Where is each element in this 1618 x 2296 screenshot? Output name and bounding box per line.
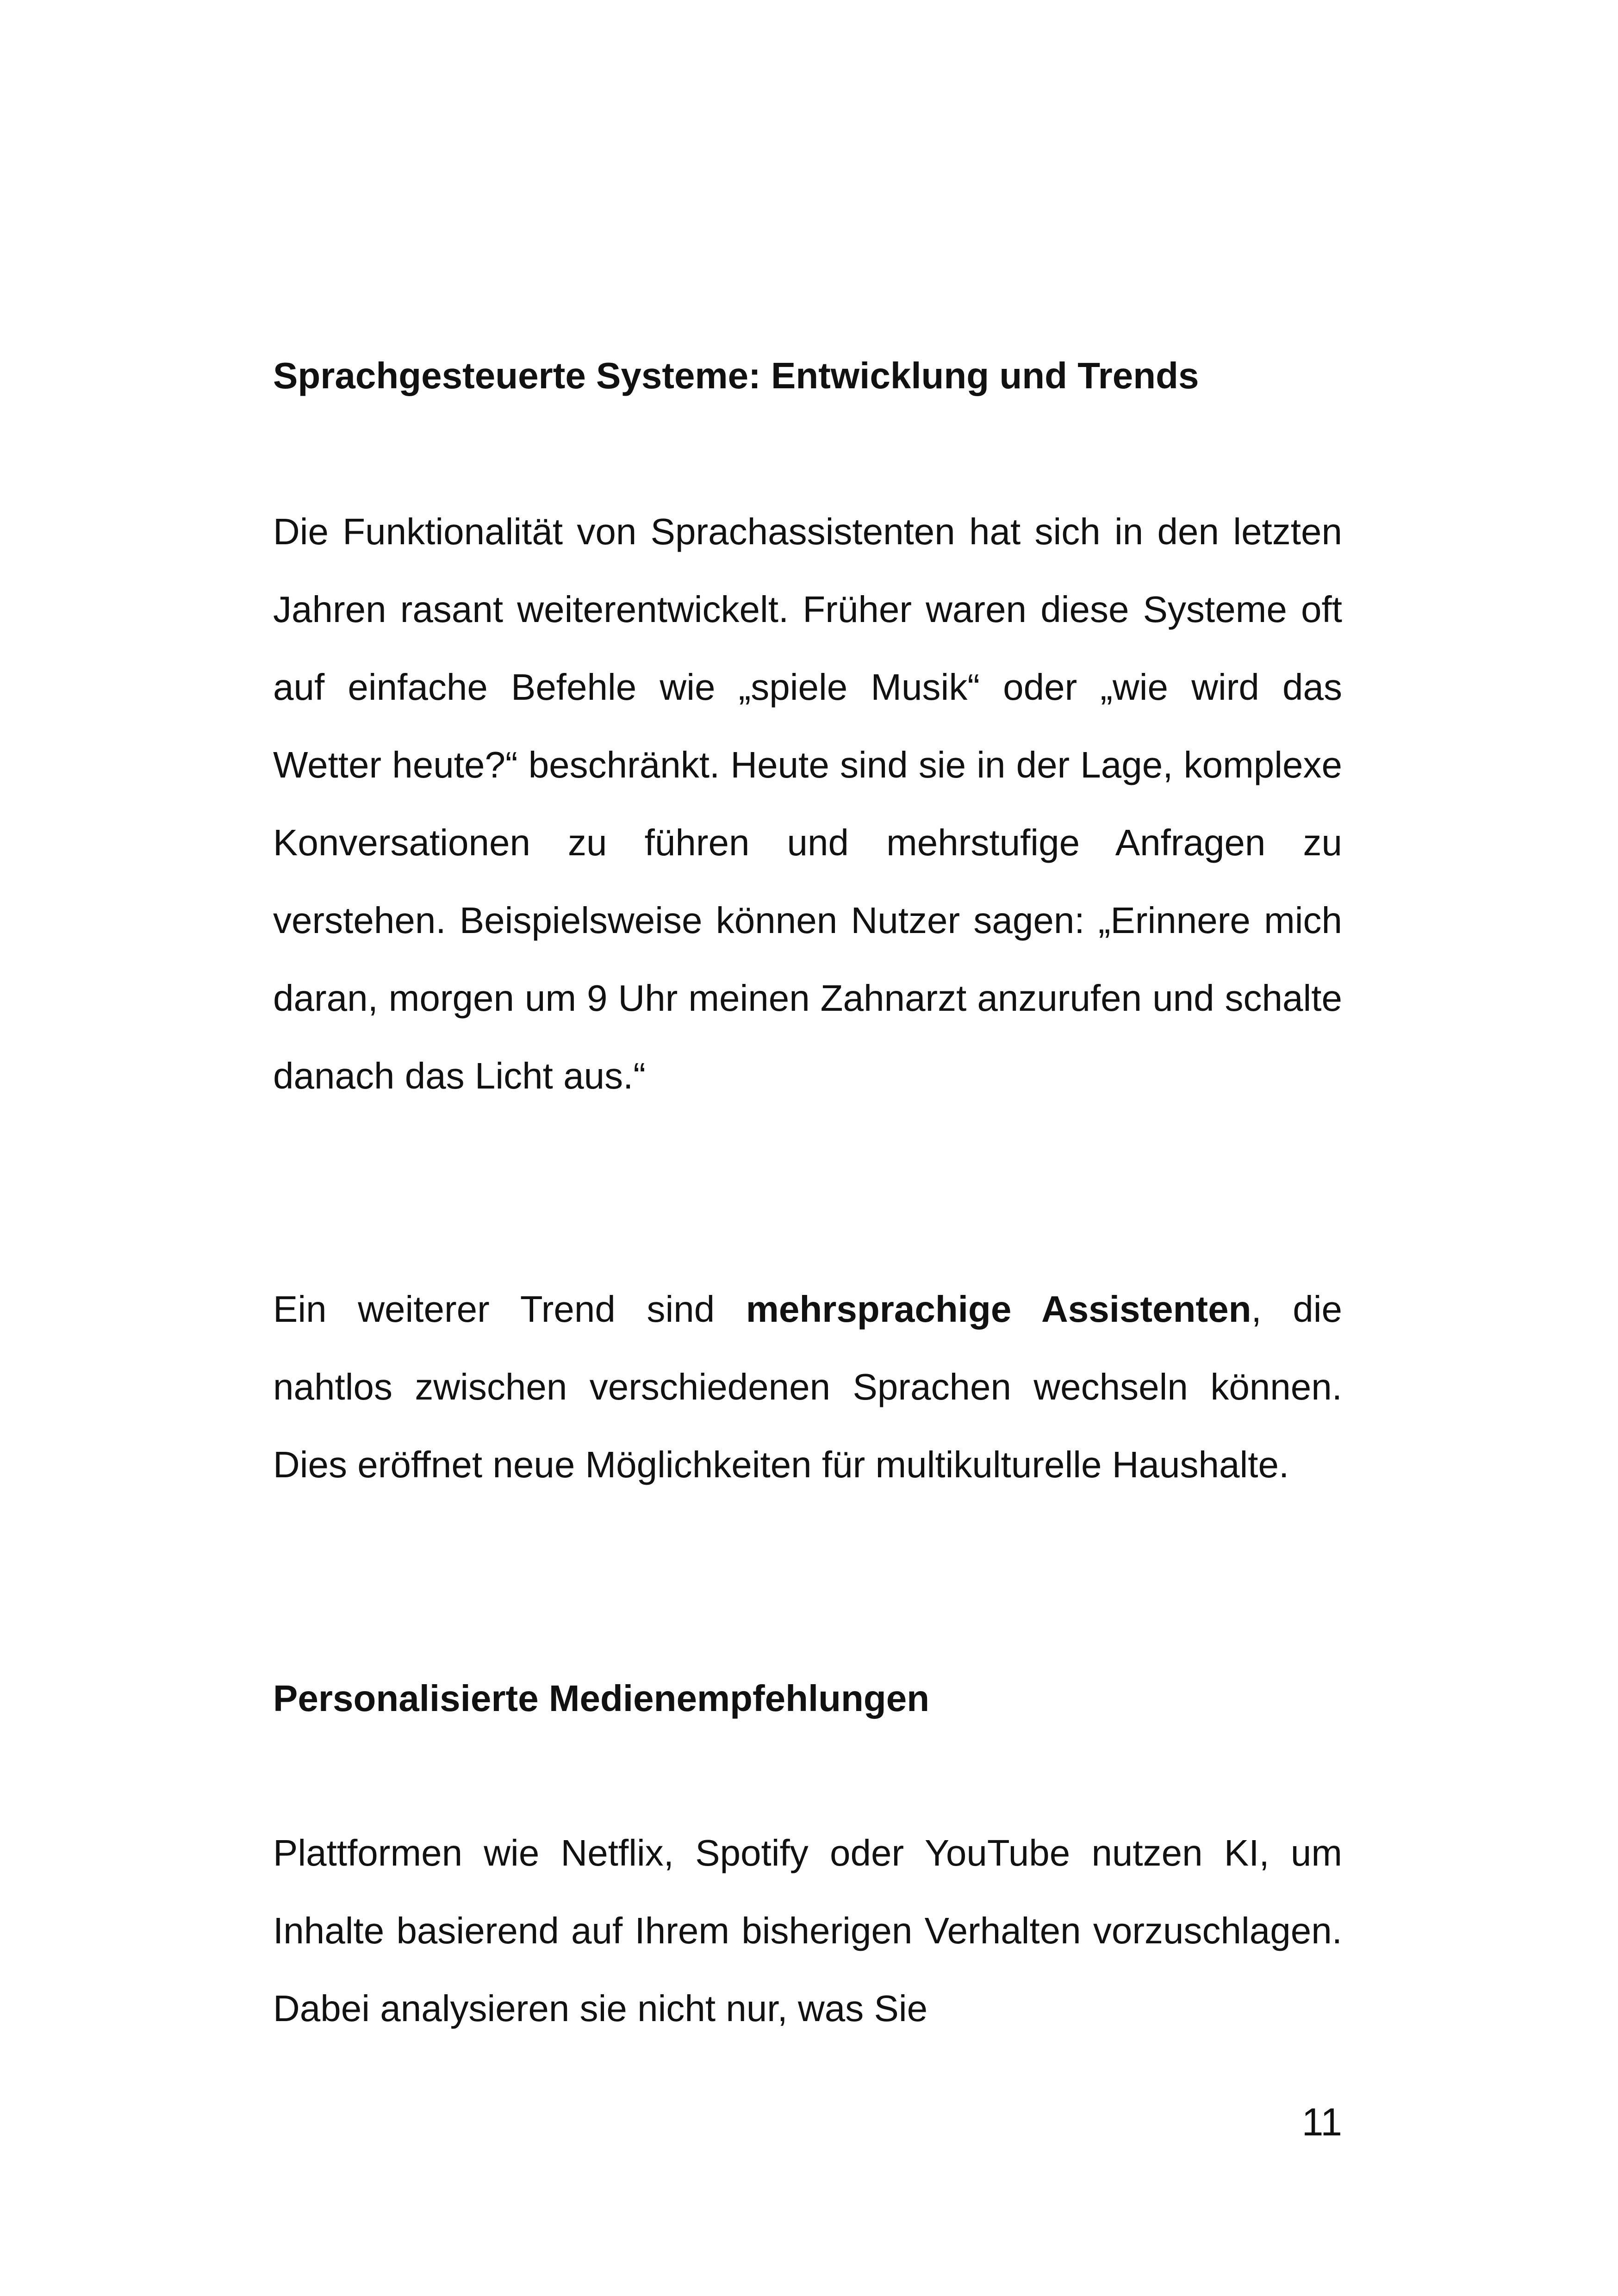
paragraph-platform-recommendations: Plattformen wie Netflix, Spotify oder YouTube nutzen KI, um Inhalte basierend auf Ihrem bisherigen Verhalten vorzuschlagen. Dabei analysieren sie nicht nur, was Sie — [273, 1832, 1342, 2029]
paragraph-text-segment: Ein weiterer Trend sind — [273, 1288, 746, 1330]
emphasis-multilingual-assistants: mehrsprachige Assistenten — [746, 1288, 1251, 1330]
paragraph-text-segment: , die nahtlos zwischen verschiedenen Sprachen wechseln können. Dies eröffnet neue Möglichkeiten für multikulturelle Haushalte. — [273, 1288, 1342, 1485]
section-heading-media-recommendations: Personalisierte Medienempfehlungen — [273, 1678, 930, 1719]
paragraph-voice-assistant-evolution: Die Funktionalität von Sprachassistenten hat sich in den letzten Jahren rasant weiterentwickelt. Früher waren diese Systeme oft auf einfache Befehle wie „spiele Musik“ oder „wie wird das Wetter heute?“ beschränkt. Heute sind sie in der Lage, komplexe Konversationen zu führen und mehrstufige Anfragen zu verstehen. Beispielsweise können Nutzer sagen: „Erinnere mich daran, morgen um 9 Uhr meinen Zahnarzt anzurufen und schalte danach das Licht aus.“ — [273, 511, 1342, 1096]
section-heading-voice-systems: Sprachgesteuerte Systeme: Entwicklung und Trends — [273, 355, 1199, 396]
page-number: 11 — [1301, 2100, 1342, 2144]
paragraph-multilingual-trend — [273, 1270, 1342, 1504]
